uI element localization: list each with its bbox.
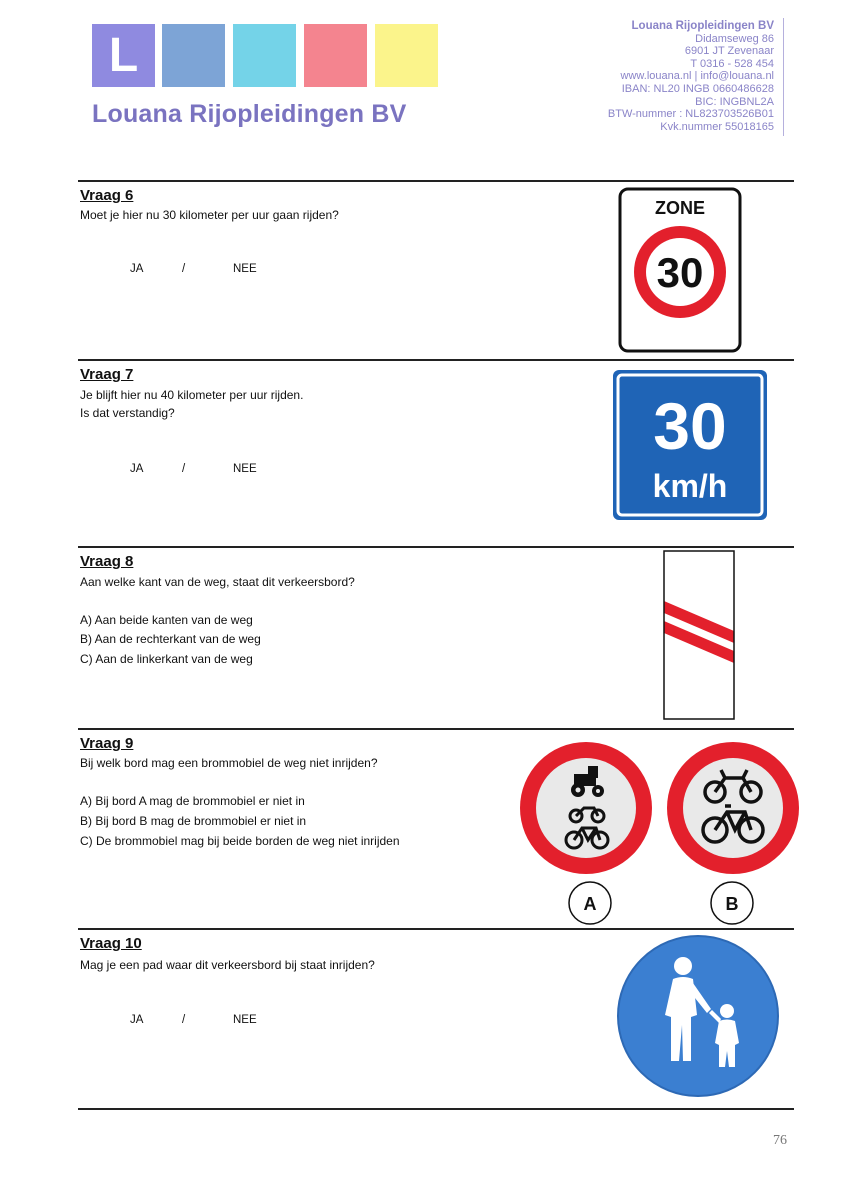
answer-ja[interactable]: JA [130,463,144,475]
zone-sign-number: 30 [656,249,704,296]
closed-for-bicycles-mopeds-sign-b-icon [665,740,801,876]
sign-label-b-text: B [725,894,739,914]
info-divider [783,18,784,136]
question-6-text: Moet je hier nu 30 kilometer per uur gaan rijden? [80,208,339,222]
sign-label-a-text: A [583,894,597,914]
logo-square-2 [162,24,225,87]
divider [78,546,794,548]
question-9-title: Vraag 9 [80,735,134,752]
option-b[interactable]: B) Bij bord B mag de brommobiel er niet in [80,814,307,828]
option-a[interactable]: A) Aan beide kanten van de weg [80,613,253,627]
sign-label-a [567,880,613,926]
logo [92,24,442,88]
info-line: Didamseweg 86 [695,32,774,45]
divider [78,180,794,182]
divider [78,928,794,930]
option-c[interactable]: C) Aan de linkerkant van de weg [80,652,253,666]
advisory-sign-number: 30 [653,389,727,463]
logo-letter: L [108,29,139,82]
answer-nee[interactable]: NEE [233,263,257,275]
page-number: 76 [773,1133,787,1148]
advisory-sign-unit: km/h [652,468,728,504]
question-10-title: Vraag 10 [80,935,142,952]
info-line: Kvk.nummer 55018165 [660,120,774,133]
info-line: Louana Rijopleidingen BV [631,20,774,32]
option-a[interactable]: A) Bij bord A mag de brommobiel er niet in [80,794,305,808]
question-10-text: Mag je een pad waar dit verkeersbord bij staat inrijden? [80,958,375,972]
info-line: 6901 JT Zevenaar [684,45,774,58]
distance-marker-sign-icon [661,549,737,721]
option-c[interactable]: C) De brommobiel mag bij beide borden de weg niet inrijden [80,834,400,848]
question-8-title: Vraag 8 [80,553,134,570]
logo-square-4 [304,24,367,87]
logo-square-5 [375,24,438,87]
question-6-title: Vraag 6 [80,187,134,204]
option-b[interactable]: B) Aan de rechterkant van de weg [80,632,261,646]
question-7-text-line-2: Is dat verstandig? [80,406,175,420]
answer-slash: / [182,463,186,475]
answer-nee[interactable]: NEE [233,463,257,475]
question-9-text: Bij welk bord mag een brommobiel de weg niet inrijden? [80,756,378,770]
answer-slash: / [182,1014,186,1026]
divider [78,728,794,730]
info-line: BTW-nummer : NL823703526B01 [607,108,774,121]
answer-ja[interactable]: JA [130,1014,144,1026]
closed-for-vehicles-sign-a-icon [518,740,654,876]
question-8-text: Aan welke kant van de weg, staat dit verkeersbord? [80,575,355,589]
divider [78,1108,794,1110]
answer-slash: / [182,263,186,275]
info-line: www.louana.nl | info@louana.nl [620,70,774,83]
pedestrian-path-sign-icon [615,933,781,1099]
advisory-speed-sign-icon [612,369,768,521]
sign-label-b [709,880,755,926]
zone-30-sign-icon [616,186,744,354]
logo-square-1 [92,24,155,87]
info-line: BIC: INGBNL2A [695,95,774,108]
question-7-text-line-1: Je blijft hier nu 40 kilometer per uur rijden. [80,388,304,402]
question-7-title: Vraag 7 [80,366,134,383]
info-line: IBAN: NL20 INGB 0660486628 [621,82,774,95]
company-info [608,20,774,133]
brand-name: Louana Rijopleidingen BV [92,100,407,128]
info-line: T 0316 - 528 454 [690,57,774,70]
zone-sign-label: ZONE [654,198,706,218]
answer-nee[interactable]: NEE [233,1014,257,1026]
answer-ja[interactable]: JA [130,263,144,275]
logo-square-3 [233,24,296,87]
divider [78,359,794,361]
